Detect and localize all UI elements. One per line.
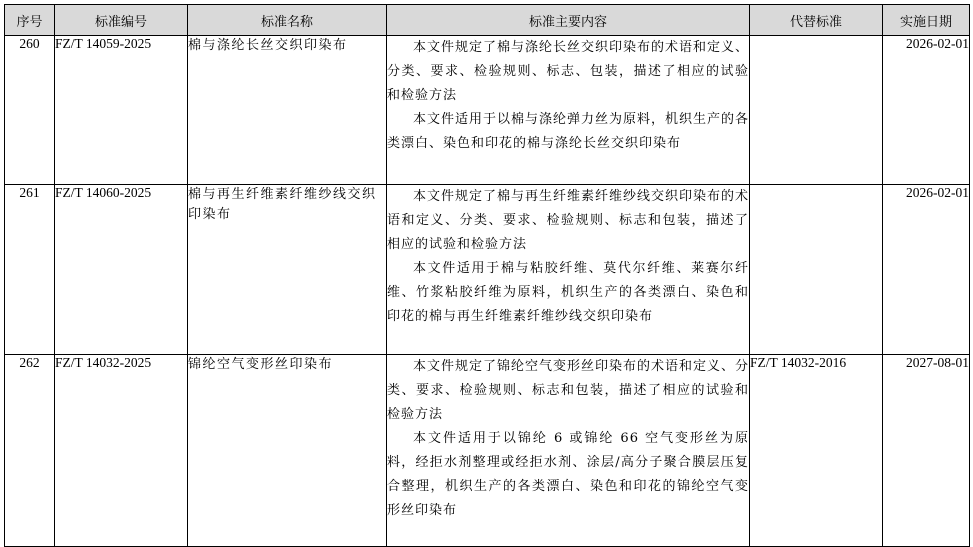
row-seq: 262: [5, 355, 55, 547]
header-code: 标准编号: [55, 5, 188, 36]
header-seq: 序号: [5, 5, 55, 36]
content-paragraph-scope: 本文件规定了棉与涤纶长丝交织印染布的术语和定义、分类、要求、检验规则、标志、包装，描述了相应的试验和检验方法: [387, 40, 750, 103]
header-date: 实施日期: [883, 5, 970, 36]
row-date: 2026-02-01: [883, 36, 970, 185]
standards-table: [4, 4, 970, 547]
table-row: [5, 185, 970, 355]
row-replaces: FZ/T 14032-2016: [750, 355, 883, 547]
content-paragraph-scope: 本文件规定了棉与再生纤维素纤维纱线交织印染布的术语和定义、分类、要求、检验规则、标志和包装，描述了相应的试验和检验方法: [387, 189, 750, 252]
content-paragraph-application: 本文件适用于棉与粘胶纤维、莫代尔纤维、莱赛尔纤维、竹浆粘胶纤维为原料，机织生产的各类漂白、染色和印花的棉与再生纤维素纤维纱线交织印染布: [387, 261, 749, 324]
row-replaces: [750, 36, 883, 185]
row-standard-code: FZ/T 14060-2025: [55, 185, 188, 355]
header-replaces: 代替标准: [750, 5, 883, 36]
row-content: [387, 185, 750, 355]
row-seq: 260: [5, 36, 55, 185]
row-standard-name: 棉与涤纶长丝交织印染布: [188, 36, 387, 185]
row-date: 2026-02-01: [883, 185, 970, 355]
table-row: [5, 36, 970, 185]
content-paragraph-application: 本文件适用于以棉与涤纶弹力丝为原料，机织生产的各类漂白、染色和印花的棉与涤纶长丝交织印染布: [387, 112, 750, 151]
row-standard-name: 锦纶空气变形丝印染布: [188, 355, 387, 547]
row-content: [387, 355, 750, 547]
row-replaces: [750, 185, 883, 355]
row-content: [387, 36, 750, 185]
header-name: 标准名称: [188, 5, 387, 36]
row-seq: 261: [5, 185, 55, 355]
header-content: 标准主要内容: [387, 5, 750, 36]
row-date: 2027-08-01: [883, 355, 970, 547]
row-standard-code: FZ/T 14059-2025: [55, 36, 188, 185]
table-header: [5, 5, 970, 36]
row-standard-code: FZ/T 14032-2025: [55, 355, 188, 547]
row-standard-name: 棉与再生纤维素纤维纱线交织印染布: [188, 185, 387, 355]
content-paragraph-application: 本文件适用于以锦纶 6 或锦纶 66 空气变形丝为原料，经拒水剂整理或经拒水剂、涂层/高分子聚合膜层压复合整理，机织生产的各类漂白、染色和印花的锦纶空气变形丝印染布: [387, 431, 749, 518]
content-paragraph-scope: 本文件规定了锦纶空气变形丝印染布的术语和定义、分类、要求、检验规则、标志和包装，描述了相应的试验和检验方法: [387, 359, 750, 422]
table-row: [5, 355, 970, 547]
